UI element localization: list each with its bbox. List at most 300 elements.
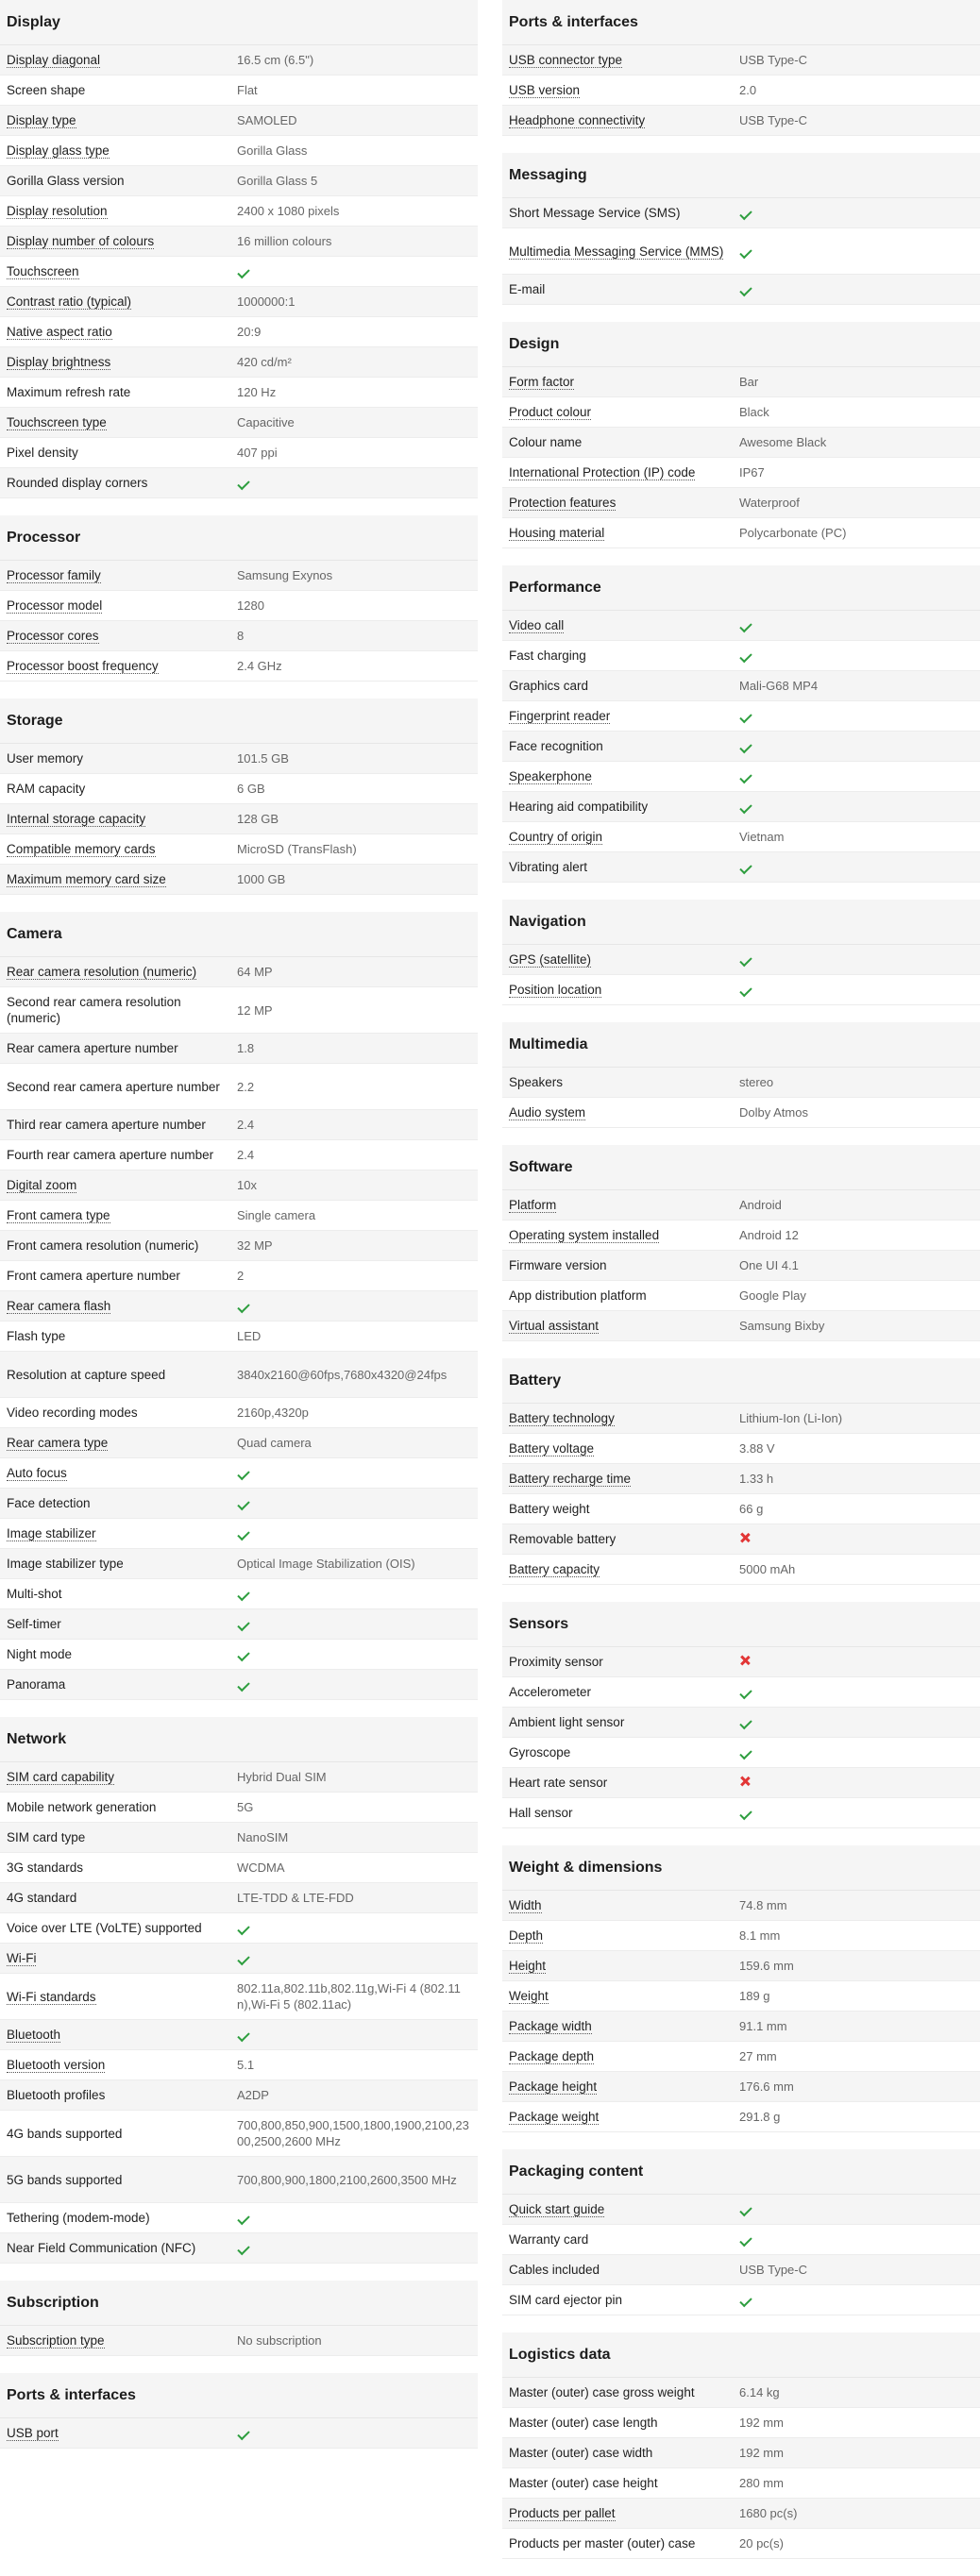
spec-row-master-outer-case-gross-weight [502, 2378, 980, 2408]
section-messaging [502, 153, 980, 305]
spec-label-text[interactable]: Video call [509, 618, 565, 632]
spec-label [502, 2471, 739, 2495]
spec-value: Optical Image Stabilization (OIS) [237, 1557, 415, 1571]
spec-label[interactable] [502, 240, 739, 263]
spec-label[interactable] [0, 411, 237, 434]
spec-label-text[interactable]: Height [509, 1959, 547, 1973]
spec-label[interactable] [502, 704, 739, 728]
spec-label[interactable] [0, 199, 237, 223]
cross-icon [739, 1655, 751, 1666]
spec-label[interactable] [502, 2501, 739, 2525]
spec-label[interactable] [502, 765, 739, 788]
spec-label-text[interactable]: Bluetooth [7, 2028, 61, 2042]
spec-label-text[interactable]: Package weight [509, 2110, 600, 2124]
spec-label-text[interactable]: Bluetooth version [7, 2058, 106, 2072]
spec-label[interactable] [0, 2421, 237, 2445]
spec-label-text[interactable]: Display brightness [7, 355, 111, 369]
spec-label-text[interactable]: Protection features [509, 496, 617, 510]
spec-value: 2160p,4320p [237, 1406, 309, 1420]
spec-label-text[interactable]: Wi-Fi standards [7, 1989, 96, 2004]
spec-row-front-camera-resolution-numeric [0, 1231, 478, 1261]
spec-label [502, 2228, 739, 2251]
spec-row-second-rear-camera-aperture-number [0, 1064, 478, 1110]
spec-label[interactable] [502, 2045, 739, 2068]
check-icon [739, 2234, 752, 2247]
spec-rows [0, 561, 478, 682]
spec-label-text[interactable]: Headphone connectivity [509, 113, 646, 127]
check-icon [739, 284, 752, 296]
spec-row-package-depth [502, 2042, 980, 2072]
spec-label[interactable] [502, 2014, 739, 2038]
spec-row-panorama [0, 1670, 478, 1700]
spec-label[interactable] [502, 491, 739, 514]
spec-row-multimedia-messaging-service-mms [502, 228, 980, 275]
spec-value: Dolby Atmos [739, 1105, 808, 1120]
spec-label[interactable] [0, 290, 237, 313]
spec-label[interactable] [502, 370, 739, 394]
spec-label-text[interactable]: Fingerprint reader [509, 709, 611, 723]
spec-label[interactable] [502, 825, 739, 849]
spec-label[interactable] [0, 867, 237, 891]
spec-label[interactable] [0, 260, 237, 283]
spec-value [739, 795, 980, 818]
section-design [502, 322, 980, 548]
spec-label[interactable] [502, 1467, 739, 1490]
section-title: Packaging content [502, 2149, 980, 2195]
spec-label [502, 1741, 739, 1764]
spec-label-text[interactable]: Package depth [509, 2049, 595, 2063]
check-icon [739, 1687, 752, 1699]
spec-label[interactable] [502, 948, 739, 971]
spec-row-display-glass-type [0, 136, 478, 166]
spec-label[interactable] [0, 960, 237, 984]
spec-value: Single camera [237, 1208, 316, 1222]
check-icon [739, 650, 752, 663]
spec-label-text[interactable]: Rear camera resolution (numeric) [7, 965, 197, 979]
spec-label[interactable] [0, 139, 237, 162]
spec-value: 1680 pc(s) [739, 2506, 798, 2520]
spec-row-country-of-origin [502, 822, 980, 852]
spec-label-text: Gyroscope [509, 1745, 571, 1759]
spec-label-text: Tethering (modem-mode) [7, 2211, 150, 2225]
spec-label[interactable] [0, 564, 237, 587]
spec-label[interactable] [0, 807, 237, 831]
spec-label-text: Gorilla Glass version [7, 174, 125, 188]
check-icon [237, 2213, 249, 2225]
spec-row-housing-material [502, 518, 980, 548]
spec-label-text[interactable]: Internal storage capacity [7, 812, 146, 826]
spec-label-text: Flash type [7, 1329, 66, 1343]
spec-label[interactable] [502, 461, 739, 484]
spec-label[interactable] [502, 48, 739, 72]
spec-label-text[interactable]: Package width [509, 2019, 592, 2033]
spec-value: 74.8 mm [739, 1898, 787, 1912]
spec-rows [502, 1404, 980, 1585]
spec-value: WCDMA [237, 1860, 285, 1875]
spec-label [502, 201, 739, 225]
spec-label-text[interactable]: Processor model [7, 598, 103, 613]
spec-label-text[interactable]: Touchscreen [7, 264, 79, 278]
spec-label[interactable] [0, 2023, 237, 2046]
spec-label [0, 1113, 237, 1136]
spec-label[interactable] [502, 2105, 739, 2129]
spec-label[interactable] [502, 1406, 739, 1430]
spec-label[interactable] [502, 109, 739, 132]
spec-label-text[interactable]: Housing material [509, 526, 605, 540]
spec-label [0, 1491, 237, 1515]
spec-label-text: Bluetooth profiles [7, 2088, 106, 2102]
spec-value: USB Type-C [739, 53, 808, 67]
spec-row-user-memory [0, 744, 478, 774]
spec-value [237, 1582, 478, 1606]
spec-label-text: Removable battery [509, 1532, 617, 1546]
spec-label [0, 990, 237, 1030]
spec-label-text: Graphics card [509, 679, 589, 693]
spec-rows [0, 2326, 478, 2356]
spec-row-display-number-of-colours [0, 227, 478, 257]
spec-row-internal-storage-capacity [0, 804, 478, 834]
spec-label-text: Master (outer) case width [509, 2446, 653, 2460]
spec-label-text[interactable]: Subscription type [7, 2333, 105, 2348]
spec-rows [502, 2378, 980, 2559]
spec-label[interactable] [502, 1924, 739, 1947]
section-ports-and-interfaces [0, 2373, 478, 2449]
spec-label-text[interactable]: Quick start guide [509, 2202, 605, 2216]
spec-row-flash-type [0, 1322, 478, 1352]
spec-value: 3.88 V [739, 1441, 775, 1456]
spec-label[interactable] [502, 614, 739, 637]
spec-label-text[interactable]: Native aspect ratio [7, 325, 112, 339]
spec-label[interactable] [502, 400, 739, 424]
spec-label-text[interactable]: Position location [509, 983, 602, 997]
spec-label-text[interactable]: Battery recharge time [509, 1472, 632, 1486]
spec-value [739, 278, 980, 301]
spec-value [237, 2206, 478, 2230]
spec-label[interactable] [0, 320, 237, 344]
spec-label-text: Master (outer) case length [509, 2416, 658, 2430]
spec-value: 20:9 [237, 325, 262, 339]
spec-label [502, 2258, 739, 2281]
spec-label[interactable] [502, 1193, 739, 1217]
spec-row-display-type [0, 106, 478, 136]
spec-value [739, 978, 980, 1002]
spec-label-text[interactable]: Compatible memory cards [7, 842, 156, 856]
spec-row-display-resolution [0, 196, 478, 227]
section-weight-and-dimensions [502, 1845, 980, 2132]
spec-label-text: Fast charging [509, 648, 586, 663]
spec-label-text[interactable]: Wi-Fi [7, 1951, 37, 1965]
spec-label-text[interactable]: Display number of colours [7, 234, 155, 248]
spec-row-battery-voltage [502, 1434, 980, 1464]
spec-label[interactable] [0, 350, 237, 374]
spec-label-text[interactable]: Display diagonal [7, 53, 101, 67]
spec-label-text: Third rear camera aperture number [7, 1118, 206, 1132]
spec-label-text[interactable]: Width [509, 1898, 542, 1912]
spec-value: 1.33 h [739, 1472, 774, 1486]
spec-value: 1000 GB [237, 872, 286, 886]
spec-row-height [502, 1951, 980, 1981]
spec-label-text[interactable]: Auto focus [7, 1466, 67, 1480]
check-icon [237, 1619, 249, 1631]
spec-label-text[interactable]: Product colour [509, 405, 592, 419]
spec-row-hall-sensor [502, 1798, 980, 1828]
spec-row-gyroscope [502, 1738, 980, 1768]
spec-value: 20 pc(s) [739, 2536, 784, 2551]
spec-value: 16 million colours [237, 234, 332, 248]
spec-label [502, 2441, 739, 2465]
spec-label[interactable] [0, 594, 237, 617]
spec-label[interactable] [0, 1173, 237, 1197]
spec-label-text[interactable]: Form factor [509, 375, 575, 389]
spec-label-text: Mobile network generation [7, 1800, 157, 1814]
spec-label-text: Face recognition [509, 739, 603, 753]
spec-row-usb-version [502, 76, 980, 106]
spec-row-pixel-density [0, 438, 478, 468]
spec-rows [502, 611, 980, 883]
spec-label[interactable] [502, 1557, 739, 1581]
spec-label-text[interactable]: Display type [7, 113, 76, 127]
section-title: Logistics data [502, 2332, 980, 2378]
spec-label-text[interactable]: Processor family [7, 568, 101, 582]
spec-row-international-protection-ip-code [502, 458, 980, 488]
spec-row-position-location [502, 975, 980, 1005]
spec-label[interactable] [502, 1954, 739, 1978]
spec-label-text[interactable]: Depth [509, 1928, 544, 1943]
section-processor [0, 515, 478, 682]
spec-label[interactable] [0, 48, 237, 72]
spec-label-text[interactable]: Maximum memory card size [7, 872, 166, 886]
spec-label-text[interactable]: Digital zoom [7, 1178, 77, 1192]
spec-label-text[interactable]: Multimedia Messaging Service (MMS) [509, 244, 724, 259]
spec-label-text[interactable]: Products per pallet [509, 2506, 616, 2520]
spec-label [502, 1680, 739, 1704]
spec-label-text: App distribution platform [509, 1288, 647, 1303]
spec-label[interactable] [0, 1946, 237, 1970]
spec-value [739, 201, 980, 225]
spec-label [0, 2236, 237, 2260]
section-navigation [502, 900, 980, 1005]
spec-label-text[interactable]: Weight [509, 1989, 549, 2003]
spec-label [502, 1771, 739, 1794]
spec-label [0, 1642, 237, 1666]
spec-label-text[interactable]: Rear camera type [7, 1436, 109, 1450]
spec-row-products-per-master-outer-case [502, 2529, 980, 2559]
spec-value: 192 mm [739, 2416, 784, 2430]
section-title: Design [502, 322, 980, 367]
spec-label[interactable] [502, 521, 739, 545]
spec-label [0, 1916, 237, 1940]
spec-label[interactable] [0, 1431, 237, 1455]
spec-label[interactable] [0, 1765, 237, 1789]
spec-label[interactable] [0, 109, 237, 132]
spec-value: Awesome Black [739, 435, 827, 449]
spec-label [502, 1070, 739, 1094]
spec-label-text[interactable]: USB version [509, 83, 581, 97]
spec-label[interactable] [0, 1985, 237, 2009]
check-icon [739, 2204, 752, 2216]
spec-row-depth [502, 1921, 980, 1951]
spec-label-text[interactable]: Display resolution [7, 204, 108, 218]
spec-row-fourth-rear-camera-aperture-number [0, 1140, 478, 1170]
spec-label-text: Colour name [509, 435, 583, 449]
spec-label-text[interactable]: SIM card capability [7, 1770, 115, 1784]
spec-row-speakers [502, 1068, 980, 1098]
spec-value: Vietnam [739, 830, 785, 844]
spec-label [502, 734, 739, 758]
spec-row-screen-shape [0, 76, 478, 106]
spec-row-ambient-light-sensor [502, 1708, 980, 1738]
spec-label-text[interactable]: Front camera type [7, 1208, 110, 1222]
spec-label[interactable] [502, 1101, 739, 1124]
spec-label[interactable] [0, 624, 237, 648]
spec-label-text[interactable]: Contrast ratio (typical) [7, 295, 132, 309]
section-title: Weight & dimensions [502, 1845, 980, 1891]
spec-value: Hybrid Dual SIM [237, 1770, 327, 1784]
spec-value: Gorilla Glass [237, 143, 308, 158]
spec-label-text: Vibrating alert [509, 860, 588, 874]
spec-row-sim-card-ejector-pin [502, 2285, 980, 2315]
spec-label[interactable] [0, 837, 237, 861]
spec-label-text[interactable]: Battery technology [509, 1411, 615, 1425]
spec-label-text[interactable]: Audio system [509, 1105, 586, 1120]
spec-label [0, 1795, 237, 1819]
spec-row-heart-rate-sensor [502, 1768, 980, 1798]
check-icon [237, 1679, 249, 1692]
spec-value: 2.0 [739, 83, 757, 97]
spec-label-text[interactable]: Processor cores [7, 629, 99, 643]
spec-label[interactable] [0, 654, 237, 678]
spec-label-text[interactable]: Speakerphone [509, 769, 592, 783]
spec-label-text[interactable]: Display glass type [7, 143, 110, 158]
spec-label-text: 4G standard [7, 1891, 77, 1905]
spec-label [502, 795, 739, 818]
spec-row-bluetooth-profiles [0, 2080, 478, 2111]
spec-label [0, 2206, 237, 2230]
spec-label[interactable] [0, 2329, 237, 2352]
spec-label-text[interactable]: International Protection (IP) code [509, 465, 696, 480]
spec-label[interactable] [0, 229, 237, 253]
spec-value: 2 [237, 1269, 245, 1283]
spec-row-rounded-display-corners [0, 468, 478, 498]
spec-row-native-aspect-ratio [0, 317, 478, 347]
spec-label[interactable] [502, 1314, 739, 1338]
spec-label-text[interactable]: Rear camera flash [7, 1299, 111, 1313]
spec-value [739, 1527, 980, 1551]
spec-row-digital-zoom [0, 1170, 478, 1201]
spec-label-text: 3G standards [7, 1860, 84, 1875]
spec-rows [502, 1190, 980, 1341]
spec-label[interactable] [0, 1461, 237, 1485]
spec-value [739, 1801, 980, 1825]
spec-label[interactable] [502, 2197, 739, 2221]
spec-value [739, 765, 980, 788]
check-icon [739, 771, 752, 783]
section-ports-and-interfaces [502, 0, 980, 136]
spec-row-proximity-sensor [502, 1647, 980, 1677]
spec-row-package-height [502, 2072, 980, 2102]
check-icon [739, 1808, 752, 1820]
spec-value: USB Type-C [739, 113, 808, 127]
spec-label-text[interactable]: Package height [509, 2079, 598, 2094]
spec-rows [502, 198, 980, 305]
spec-value: 189 g [739, 1989, 770, 2003]
spec-label-text[interactable]: Image stabilizer [7, 1526, 96, 1541]
check-icon [739, 801, 752, 814]
spec-row-weight [502, 1981, 980, 2012]
spec-value [237, 1612, 478, 1636]
spec-label-text[interactable]: Virtual assistant [509, 1319, 600, 1333]
spec-row-virtual-assistant [502, 1311, 980, 1341]
spec-row-products-per-pallet [502, 2499, 980, 2529]
spec-label-text: Hearing aid compatibility [509, 800, 649, 814]
spec-label[interactable] [0, 1522, 237, 1545]
spec-label[interactable] [502, 978, 739, 1002]
spec-value: 176.6 mm [739, 2079, 794, 2094]
spec-value: 3840x2160@60fps,7680x4320@24fps [237, 1367, 448, 1382]
spec-row-wi-fi-standards [0, 1974, 478, 2020]
section-title: Subscription [0, 2281, 478, 2326]
spec-label[interactable] [0, 1294, 237, 1318]
spec-value [237, 1673, 478, 1696]
check-icon [739, 1717, 752, 1729]
spec-label[interactable] [502, 1984, 739, 2008]
spec-label-text[interactable]: Platform [509, 1198, 557, 1212]
spec-label[interactable] [502, 1223, 739, 1247]
spec-label-text[interactable]: Battery voltage [509, 1441, 595, 1456]
spec-label-text: Battery weight [509, 1502, 590, 1516]
spec-label[interactable] [502, 1894, 739, 1917]
spec-row-quick-start-guide [502, 2195, 980, 2225]
spec-label-text[interactable]: Touchscreen type [7, 415, 107, 429]
spec-label-text[interactable]: USB port [7, 2426, 59, 2440]
spec-value: 12 MP [237, 1002, 273, 1018]
spec-row-product-colour [502, 397, 980, 428]
spec-label-text[interactable]: Country of origin [509, 830, 603, 844]
section-title: Multimedia [502, 1022, 980, 1068]
spec-row-master-outer-case-length [502, 2408, 980, 2438]
spec-label-text[interactable]: GPS (satellite) [509, 952, 592, 967]
spec-label-text[interactable]: Operating system installed [509, 1228, 660, 1242]
spec-label[interactable] [502, 2075, 739, 2098]
spec-label[interactable] [0, 2053, 237, 2077]
spec-label-text: Second rear camera aperture number [7, 1079, 220, 1094]
check-icon [237, 2428, 249, 2440]
spec-label-text: Speakers [509, 1075, 564, 1089]
spec-row-compatible-memory-cards [0, 834, 478, 865]
cross-icon [739, 1532, 751, 1543]
spec-label-text: RAM capacity [7, 782, 86, 796]
spec-value: Bar [739, 375, 759, 389]
spec-rows [502, 367, 980, 548]
spec-label [0, 1363, 237, 1387]
spec-label[interactable] [0, 1204, 237, 1227]
spec-label[interactable] [502, 78, 739, 102]
spec-label-text[interactable]: Processor boost frequency [7, 659, 159, 673]
spec-label-text[interactable]: Battery capacity [509, 1562, 600, 1576]
spec-rows [0, 2418, 478, 2449]
spec-label-text: Pixel density [7, 446, 78, 460]
spec-value [739, 1771, 980, 1794]
spec-row-video-call [502, 611, 980, 641]
spec-rows [502, 1891, 980, 2132]
spec-row-maximum-refresh-rate [0, 378, 478, 408]
spec-label-text: Short Message Service (SMS) [509, 206, 681, 220]
spec-label[interactable] [502, 1437, 739, 1460]
left-column [0, 0, 478, 2466]
spec-value: MicroSD (TransFlash) [237, 842, 357, 856]
spec-value: 64 MP [237, 965, 273, 979]
spec-label-text[interactable]: USB connector type [509, 53, 623, 67]
